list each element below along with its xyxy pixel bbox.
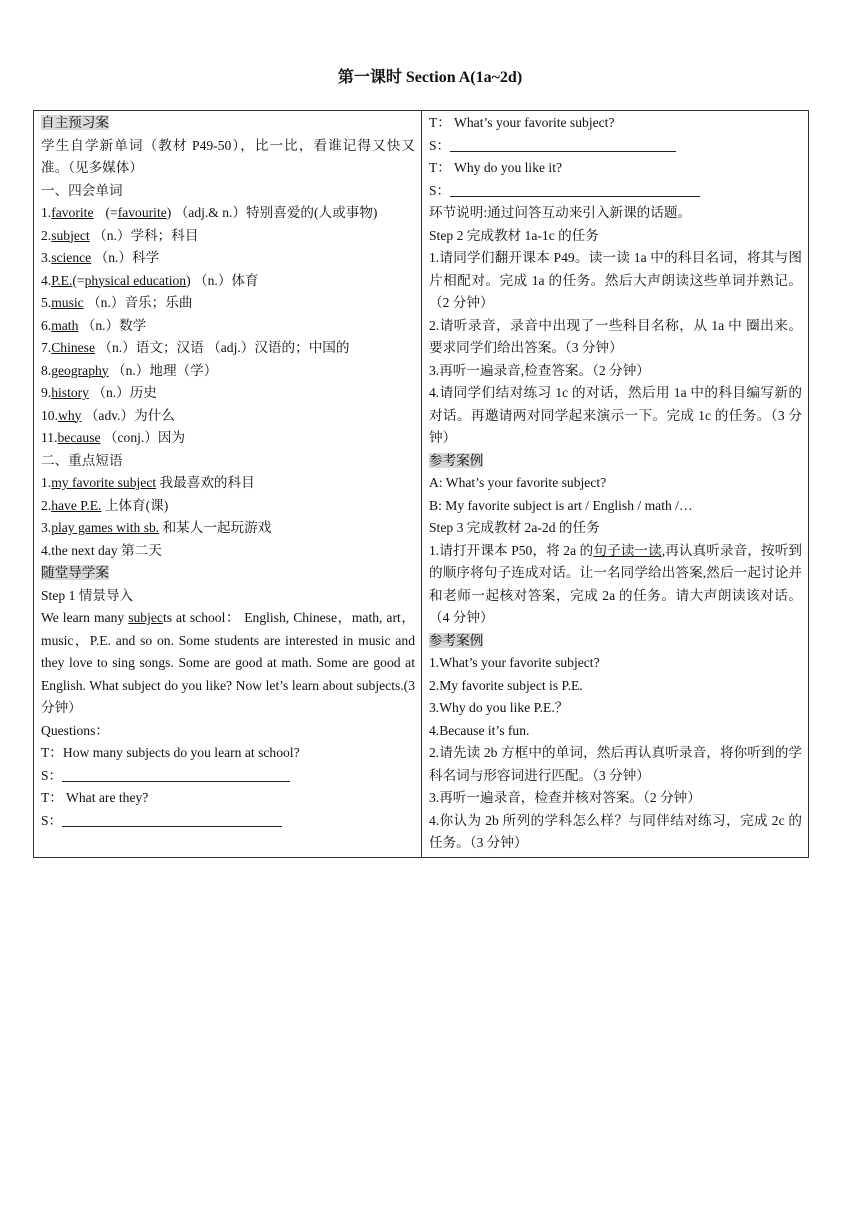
right-column: [422, 111, 808, 857]
step-2-title: Step 2 完成教材 1a-1c 的任务: [429, 227, 599, 243]
answer-blank[interactable]: S：: [41, 765, 415, 788]
step-3-task-1: 1.请打开课本 P50，将 2a 的句子读一读,再认真听录音，按听到的顺序将句子连成对话。让一名同学给出答案,然后一起讨论并和老师一起核对答案，完成 2a 的任务。请大声朗读该对话。（4 分钟）: [429, 542, 803, 625]
step-3-task-4: 4.你认为 2b 所列的学科怎么样？与同伴结对练习，完成 2c 的任务。（3 分钟）: [429, 812, 802, 850]
intro-text: 学生自学新单词（教材 P49-50），比一比，看谁记得又快又准。（见多媒体）: [41, 137, 415, 175]
word-item: 11.because （conj.）因为: [41, 430, 186, 445]
section-title-phrases: 二、重点短语: [41, 452, 123, 468]
question-teacher: T： Why do you like it?: [429, 160, 563, 175]
word-item: 7.Chinese （n.）语文；汉语 （adj.）汉语的；中国的: [41, 340, 350, 355]
questions-label: Questions：: [41, 722, 109, 738]
page-title: 第一课时 Section A(1a~2d): [337, 69, 523, 86]
phrase-item: 2.have P.E. 上体育(课): [41, 497, 169, 513]
phrase-item: 4.the next day 第二天: [41, 542, 162, 558]
step-2-task-3: 3.再听一遍录音,检查答案。（2 分钟）: [429, 362, 650, 378]
answer-blank[interactable]: S：: [41, 810, 415, 833]
reference-line: 3.Why do you like P.E.？: [429, 700, 569, 715]
answer-blank[interactable]: S：: [429, 180, 802, 203]
phrase-item: 1.my favorite subject 我最喜欢的科目: [41, 475, 255, 490]
example-line: A: What’s your favorite subject?: [429, 475, 607, 490]
step-2-task-2: 2.请听录音，录音中出现了一些科目名称，从 1a 中 圈出来。要求同学们给出答案。（3 分钟）: [429, 317, 802, 355]
lesson-table: [33, 110, 809, 858]
step-1-paragraph: We learn many subjects at school： English, Chinese，math, art，music，P.E. and so on. Some students are interested in music and they love to sing songs. Some are good at math. Some are good at English. What subject do you like? Now let’s learn about subjects.(3 分钟）: [41, 610, 415, 715]
section-title-words: 一、四会单词: [41, 182, 123, 198]
answer-blank[interactable]: S：: [429, 135, 802, 158]
reference-line: 2.My favorite subject is P.E.: [429, 677, 583, 693]
step-3-task-3: 3.再听一遍录音，检查并核对答案。（2 分钟）: [429, 790, 701, 805]
word-item: 10.why （adv.）为什么: [41, 407, 175, 423]
reference-heading: 参考案例: [429, 452, 484, 468]
word-item: 4.P.E.(=physical education) （n.）体育: [41, 272, 259, 288]
word-item: 8.geography （n.）地理（学）: [41, 362, 218, 378]
reference-heading: 参考案例: [429, 632, 484, 648]
step-3-title: Step 3 完成教材 2a-2d 的任务: [429, 520, 600, 535]
word-item: 3.science （n.）科学: [41, 250, 160, 265]
word-item: 5.music （n.）音乐；乐曲: [41, 295, 193, 310]
question-teacher: T： What are they?: [41, 790, 149, 805]
left-column: [34, 111, 422, 857]
word-item: 1.favorite (=favourite) （adj.& n.）特别喜爱的(人或事物): [41, 205, 378, 220]
reference-line: 1.What’s your favorite subject?: [429, 655, 600, 670]
word-item: 9.history （n.）历史: [41, 385, 157, 400]
section-heading-classroom: 随堂导学案: [41, 565, 109, 580]
section-note: 环节说明:通过问答互动来引入新课的话题。: [429, 205, 692, 220]
reference-line: 4.Because it’s fun.: [429, 722, 530, 738]
phrase-item: 3.play games with sb. 和某人一起玩游戏: [41, 520, 272, 535]
step-2-task-4: 4.请同学们结对练习 1c 的对话，然后用 1a 中的科目编写新的对话。再邀请两对同学起来演示一下。完成 1c 的任务。（3 分钟）: [429, 385, 802, 445]
step-3-task-2: 2.请先读 2b 方框中的单词，然后再认真听录音，将你听到的学科名词与形容词进行匹配。（3 分钟）: [429, 745, 802, 783]
step-2-task-1: 1.请同学们翻开课本 P49。读一读 1a 中的科目名词，将其与图片相配对。完成 1a 的任务。然后大声朗读这些单词并熟记。（2 分钟）: [429, 250, 802, 310]
example-line: B: My favorite subject is art / English / math /…: [429, 497, 693, 513]
word-item: 2.subject （n.）学科；科目: [41, 227, 199, 243]
question-teacher: T： What’s your favorite subject?: [429, 115, 615, 130]
step-1-title: Step 1 情景导入: [41, 587, 134, 603]
section-heading-preview: 自主预习案: [41, 115, 109, 130]
question-teacher: T：How many subjects do you learn at school?: [41, 745, 300, 760]
word-item: 6.math （n.）数学: [41, 317, 147, 333]
